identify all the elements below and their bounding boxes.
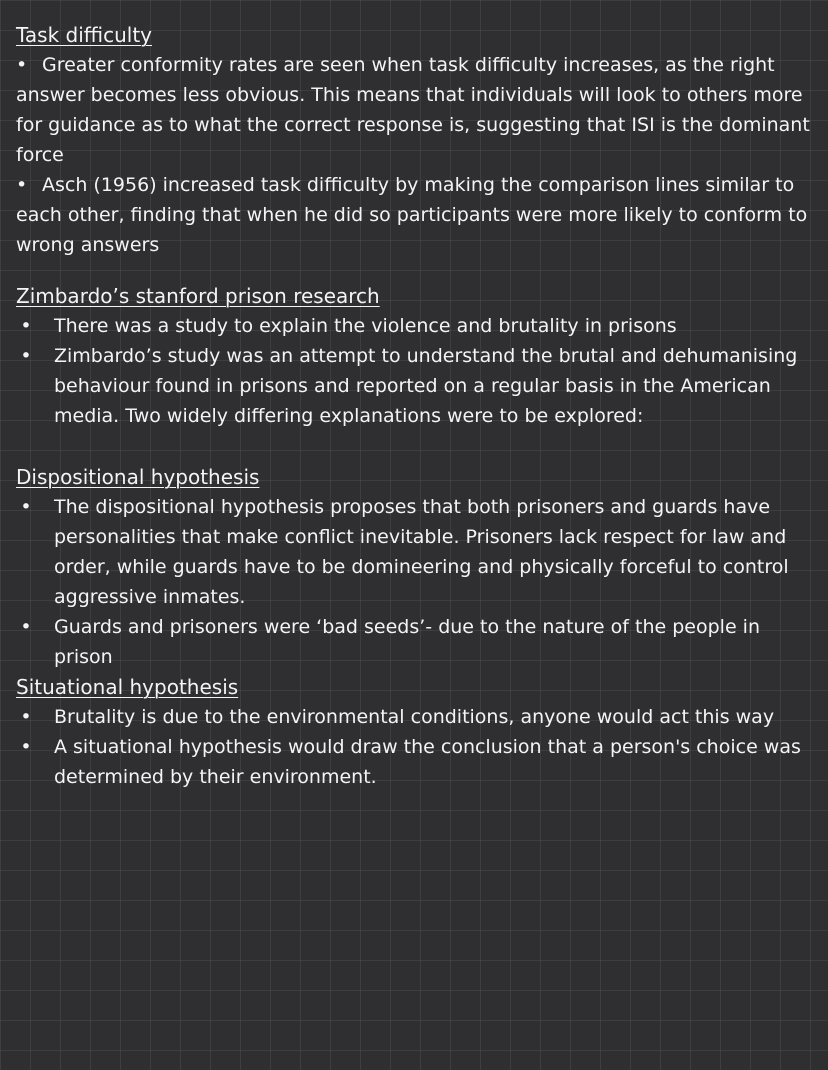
section-heading: Situational hypothesis xyxy=(16,675,239,699)
bullet-dot: • xyxy=(20,496,32,518)
section-task-difficulty xyxy=(16,20,816,260)
section-situational xyxy=(16,672,816,792)
list-item-text: Brutality is due to the environmental conditions, anyone would act this way xyxy=(54,706,775,728)
list-item-text: Guards and prisoners were ‘bad seeds’- due to the nature of the people in prison xyxy=(54,616,760,668)
section-heading: Dispositional hypothesis xyxy=(16,465,260,489)
bullet-list xyxy=(16,492,816,672)
list-item xyxy=(16,492,816,612)
section-heading: Task difficulty xyxy=(16,23,153,47)
bullet-dot: • xyxy=(16,54,28,76)
paragraph-text: Greater conformity rates are seen when task difficulty increases, as the right answer becomes less obvious. This means that individuals will look to others more for guidance as to what the correct response is, suggesting that ISI is the dominant force xyxy=(16,54,810,166)
list-item-text: Zimbardo’s study was an attempt to understand the brutal and dehumanising behaviour found in prisons and reported on a regular basis in the American media. Two widely differing explanations were to be explored: xyxy=(54,345,798,427)
bullet-dot: • xyxy=(20,736,32,758)
list-item xyxy=(16,612,816,672)
paragraph xyxy=(16,50,816,170)
bullet-dot: • xyxy=(20,706,32,728)
section-dispositional xyxy=(16,462,816,672)
bullet-dot: • xyxy=(20,315,32,337)
paragraph xyxy=(16,170,816,260)
bullet-list xyxy=(16,311,816,431)
section-heading: Zimbardo’s stanford prison research xyxy=(16,284,380,308)
bullet-dot: • xyxy=(20,345,32,367)
bullet-dot: • xyxy=(20,616,32,638)
list-item xyxy=(16,311,816,341)
bullet-dot: • xyxy=(16,174,28,196)
list-item-text: There was a study to explain the violence and brutality in prisons xyxy=(54,315,677,337)
list-item xyxy=(16,341,816,431)
bullet-list xyxy=(16,702,816,792)
list-item xyxy=(16,732,816,792)
list-item-text: A situational hypothesis would draw the conclusion that a person's choice was determined by their environment. xyxy=(54,736,801,788)
paragraph-text: Asch (1956) increased task difficulty by making the comparison lines similar to each other, finding that when he did so participants were more likely to conform to wrong answers xyxy=(16,174,808,256)
list-item-text: The dispositional hypothesis proposes that both prisoners and guards have personalities that make conflict inevitable. Prisoners lack respect for law and order, while guards have to be domineering and physically forceful to control aggressive inmates. xyxy=(54,496,789,608)
section-zimbardo xyxy=(16,281,816,431)
list-item xyxy=(16,702,816,732)
